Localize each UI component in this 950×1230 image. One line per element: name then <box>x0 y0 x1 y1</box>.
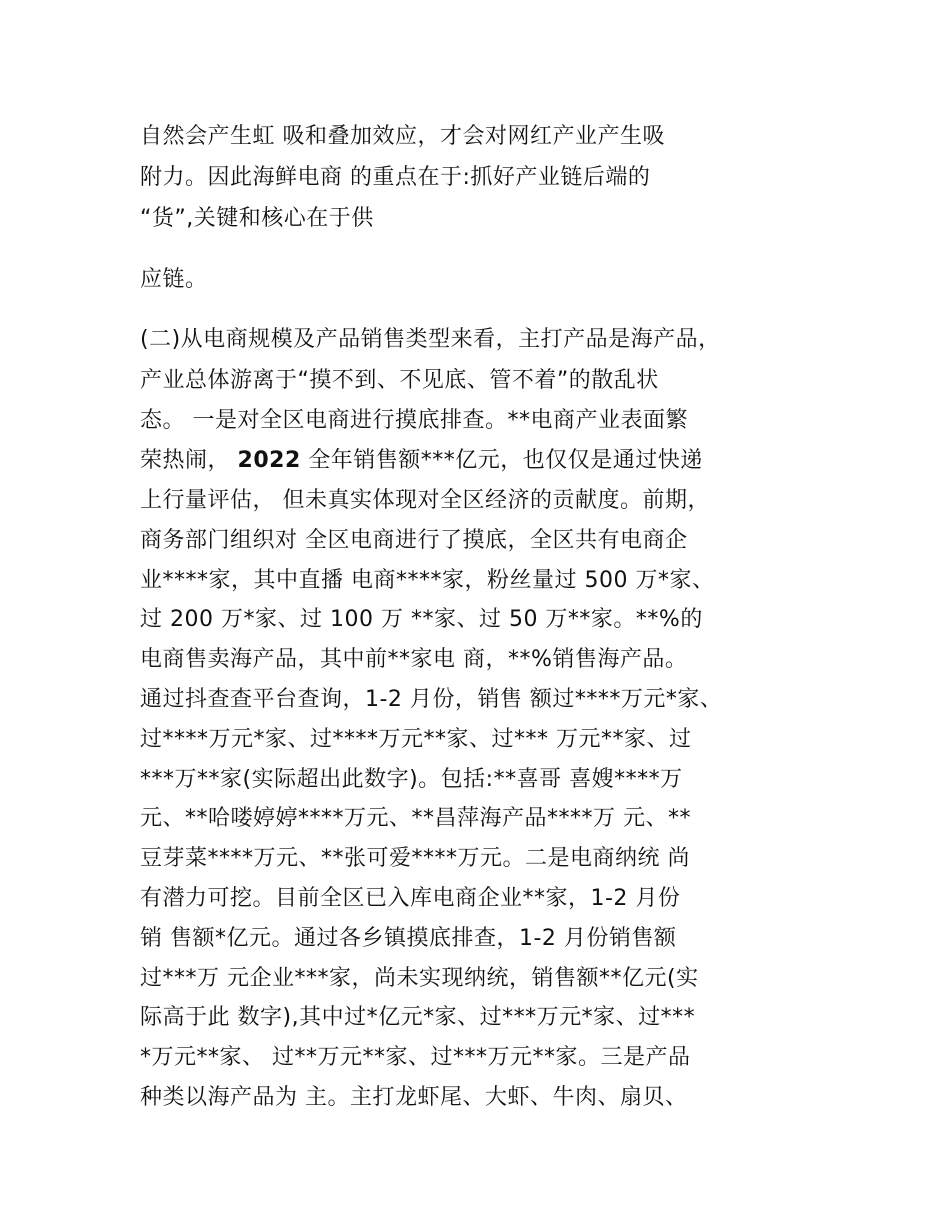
text-line: 销 售额*亿元。通过各乡镇摸底排查，1-2 月份销售额 <box>140 926 677 951</box>
text-line: 过 200 万*家、过 100 万 **家、过 50 万**家。**%的 <box>140 607 703 632</box>
text-line: 际高于此 数字),其中过*亿元*家、过***万元*家、过*** <box>140 1005 696 1030</box>
text-line: 种类以海产品为 主。主打龙虾尾、大虾、牛肉、扇贝、 <box>140 1085 688 1110</box>
text-line: 电商售卖海产品，其中前**家电 商，**%销售海产品。 <box>140 647 688 672</box>
text-line: 应链。 <box>140 267 208 292</box>
text-line: 商务部门组织对 全区电商进行了摸底，全区共有电商企 <box>140 528 688 553</box>
text-line: 过***万 元企业***家，尚未实现纳统，销售额**亿元(实 <box>140 966 699 991</box>
text-line-with-bold-year <box>140 446 703 476</box>
text-line: “货”,关键和核心在于供 <box>140 206 374 231</box>
text-line: *万元**家、 过**万元**家、过***万元**家。三是产品 <box>140 1045 691 1070</box>
year-bold: 2022 <box>237 448 301 473</box>
text-line: 自然会产生虹 吸和叠加效应，才会对网红产业产生吸 <box>140 124 665 149</box>
text-line: 元、**哈喽婷婷****万元、**昌萍海产品****万 元、** <box>140 806 691 831</box>
text-segment: 荣热闹， <box>140 448 231 473</box>
text-line: 过****万元*家、过****万元**家、过*** 万元**家、过 <box>140 727 692 752</box>
text-line: 通过抖查查平台查询，1-2 月份，销售 额过****万元*家、 <box>140 687 723 712</box>
text-segment: 全年销售额***亿元，也仅仅是通过快递 <box>308 448 703 473</box>
text-line: 产业总体游离于“摸不到、不见底、管不着”的散乱状 <box>140 368 659 393</box>
text-line: (二)从电商规模及产品销售类型来看，主打产品是海产品， <box>140 327 721 352</box>
text-line: 豆芽菜****万元、**张可爱****万元。二是电商纳统 尚 <box>140 846 690 871</box>
text-line: 态。 一是对全区电商进行摸底排查。**电商产业表面繁 <box>140 408 688 433</box>
text-line: 业****家，其中直播 电商****家，粉丝量过 500 万*家、 <box>140 568 715 593</box>
text-line: 有潜力可挖。目前全区已入库电商企业**家，1-2 月份 <box>140 886 681 911</box>
text-line: 上行量评估， 但未真实体现对全区经济的贡献度。前期， <box>140 488 710 513</box>
text-line: ***万**家(实际超出此数字)。包括:**喜哥 喜嫂****万 <box>140 767 683 792</box>
text-line: 附力。因此海鲜电商 的重点在于:抓好产业链后端的 <box>140 165 651 190</box>
